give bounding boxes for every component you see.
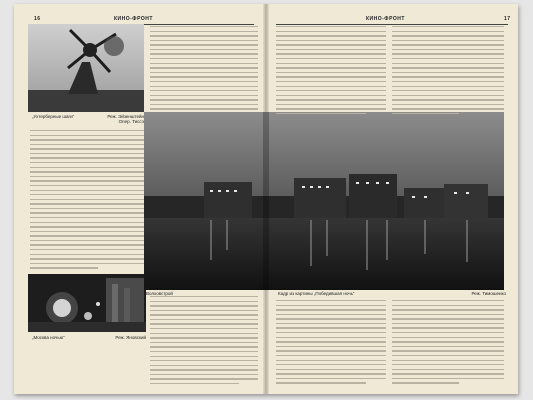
windmill-caption — [32, 114, 144, 126]
left-page-header — [14, 14, 266, 24]
right-bottom-text-col2 — [392, 300, 504, 387]
center-caption-credit: Реж. Тимошенко — [471, 291, 506, 296]
night-caption — [32, 335, 146, 343]
left-header-title: КИНО-ФРОНТ — [114, 16, 153, 22]
right-header-rule — [276, 24, 508, 25]
right-header-title: КИНО-ФРОНТ — [366, 16, 405, 22]
left-top-right-text — [150, 26, 258, 118]
magazine-spread — [14, 4, 518, 394]
right-page-header — [266, 14, 518, 24]
night-photo — [28, 274, 146, 332]
right-page-number: 17 — [504, 16, 511, 22]
night-caption-credit: Реж. Яновский — [115, 335, 146, 340]
right-top-text-col1 — [276, 26, 386, 118]
night-caption-title: „Москва ночью“ — [32, 335, 65, 340]
center-photo-caption — [146, 291, 506, 297]
right-bottom-text-col1 — [276, 300, 386, 387]
center-city-photo — [144, 112, 504, 290]
left-bottom-text — [150, 296, 258, 388]
left-main-text — [30, 130, 144, 272]
windmill-photo — [28, 24, 144, 112]
center-caption-left: Волховстрой — [146, 291, 173, 296]
left-page-number: 16 — [34, 16, 41, 22]
center-caption-title: Кадр из картины „Победившая ночь“ — [278, 291, 355, 296]
photo-gutter-shadow — [263, 112, 269, 290]
right-top-text-col2 — [392, 26, 504, 118]
windmill-caption-credit: Реж. Эйзенштейн Опер. Тиссэ — [107, 114, 144, 124]
windmill-caption-title: „Ухтерберные шаги“ — [32, 114, 75, 119]
